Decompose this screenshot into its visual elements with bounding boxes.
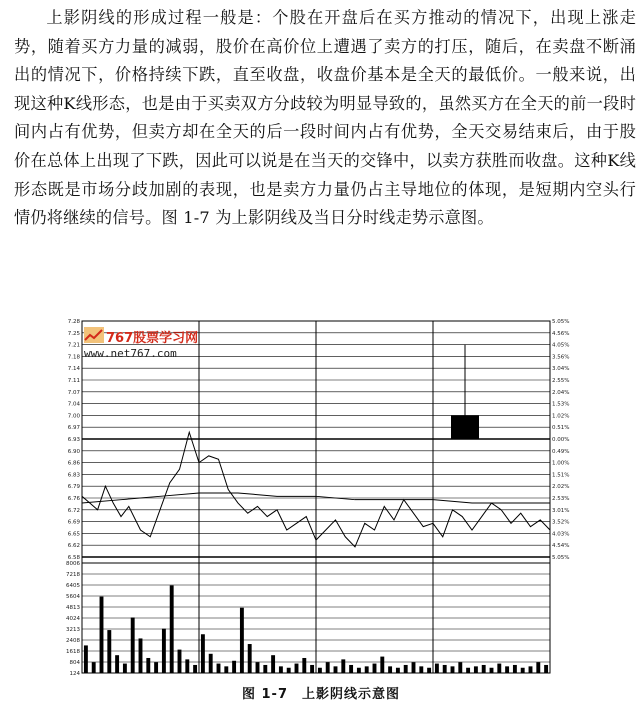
volume-bar [380,657,384,673]
price-tick-label: 6.72 [67,507,80,514]
volume-bar [427,668,431,673]
price-tick-label: 6.90 [67,448,80,455]
volume-bar [466,668,470,673]
volume-bar [193,665,197,673]
pct-tick-label: 5.05% [552,319,570,325]
price-tick-label: 6.76 [67,496,80,502]
volume-bar [170,585,174,673]
volume-bar [178,650,182,673]
body-paragraph [14,4,636,233]
volume-bar [287,668,291,673]
volume-bar [256,662,260,673]
price-tick-label: 7.11 [67,378,80,384]
watermark-title: 767股票学习网 [106,331,199,346]
volume-bar [201,634,205,673]
volume-bar [536,662,540,673]
chart-logo-icon [84,327,104,343]
pct-tick-label: 2.55% [552,378,570,384]
volume-tick-label: 4024 [66,616,80,622]
price-tick-label: 7.00 [67,413,80,420]
volume-bar [443,665,447,673]
pct-tick-label: 1.00% [552,460,570,467]
price-tick-label: 6.79 [67,484,80,491]
volume-bar [490,668,494,673]
price-tick-label: 6.97 [67,425,80,432]
price-tick-label: 7.14 [67,366,80,373]
volume-tick-label: 3213 [66,627,80,633]
pct-tick-label: 2.04% [552,389,570,396]
volume-bar [529,666,533,673]
price-tick-label: 7.04 [67,401,80,408]
pct-tick-label: 3.52% [552,519,570,526]
volume-bar [458,662,462,673]
volume-bar [131,618,135,673]
volume-bar [107,630,111,673]
volume-bar [92,662,96,673]
volume-bar [326,662,330,673]
price-tick-label: 7.25 [67,330,80,337]
pct-tick-label: 5.05% [552,555,570,561]
volume-bar [154,662,158,673]
price-tick-label: 6.93 [67,437,80,443]
pct-tick-label: 2.02% [552,484,570,491]
price-tick-label: 6.62 [67,543,80,550]
volume-tick-label: 124 [69,671,80,677]
volume-bar [209,654,213,673]
volume-bar [521,668,525,673]
figure-caption: 图 1-7 上影阴线示意图 [241,687,400,702]
watermark-logo [84,327,234,367]
volume-bar [505,666,509,673]
volume-bar [341,659,345,673]
volume-bar [334,666,338,673]
pct-tick-label: 3.01% [552,507,570,514]
volume-bar [271,655,275,673]
volume-bar [123,664,127,673]
pct-tick-label: 3.56% [552,354,570,361]
volume-bar [100,597,104,673]
volume-bar [544,665,548,673]
pct-tick-label: 3.04% [552,366,570,373]
paragraph-text: 上影阴线的形成过程一般是：个股在开盘后在买方推动的情况下，出现上涨走势，随着买方力量的减弱，股价在高价位上遭遇了卖方的打压，随后，在卖盘不断涌出的情况下，价格持续下跌，直至收盘，收盘价基本是全天的最低价。一般来说，出现这种K线形态，也是由于买卖双方分歧较为明显导致的，虽然买方在全天的前一段时间内占有优势，但卖方却在全天的后一段时间内占有优势，全天交易结束后，由于股价在总体上出现了下跌，因此可以说是在当天的交锋中，以卖方获胜而收盘。这种K线形态既是市场分歧加剧的表现，也是卖方力量仍占主导地位的体现，是短期内空头行情仍将继续的信号。图 1-7 为上影阴线及当日分时线走势示意图。 [14,8,636,228]
pct-tick-label: 1.53% [552,401,570,408]
volume-bar [365,666,369,673]
volume-tick-label: 804 [69,660,80,666]
pct-tick-label: 4.56% [552,330,570,337]
volume-bar [497,664,501,673]
volume-bar [310,665,314,673]
volume-bar [146,658,150,673]
pct-tick-label: 0.00% [552,437,570,443]
volume-bar [349,665,353,673]
pct-tick-label: 4.03% [552,531,570,538]
intraday-chart [60,317,588,677]
volume-bar [279,666,283,673]
volume-bar [451,666,455,673]
volume-bar [263,665,267,673]
price-tick-label: 7.28 [67,319,80,325]
price-tick-label: 7.18 [67,354,80,361]
volume-tick-label: 1618 [66,649,80,655]
volume-bar [318,668,322,673]
volume-bar [84,645,88,673]
volume-tick-label: 5604 [66,594,80,600]
volume-bar [302,658,306,673]
volume-bar [388,666,392,673]
pct-tick-label: 0.49% [552,448,570,455]
volume-tick-label: 4813 [66,605,80,611]
volume-tick-label: 7218 [66,572,80,578]
price-tick-label: 7.07 [67,389,80,396]
volume-bar [404,665,408,673]
price-tick-label: 6.69 [67,519,80,526]
volume-bar [162,629,166,673]
volume-bar [240,608,244,673]
volume-bar [232,661,236,673]
volume-bar [396,668,400,673]
volume-bar [357,668,361,673]
volume-bar [139,638,143,673]
pct-tick-label: 4.05% [552,342,570,349]
volume-bar [482,665,486,673]
volume-tick-label: 2408 [66,638,80,644]
volume-bar [217,664,221,673]
volume-bar [248,644,252,673]
pct-tick-label: 0.51% [552,425,570,432]
volume-bar [373,664,377,673]
volume-bar [474,666,478,673]
price-tick-label: 7.21 [67,342,80,349]
volume-bar [224,666,228,673]
pct-tick-label: 1.02% [552,413,570,420]
pct-tick-label: 2.53% [552,496,570,502]
volume-bar [185,659,189,673]
volume-bar [412,662,416,673]
volume-bar [295,664,299,673]
pct-tick-label: 1.51% [552,472,570,479]
volume-bar [435,664,439,673]
volume-bar [115,655,119,673]
volume-bar [513,665,517,673]
watermark-url: www.net767.com [84,347,177,360]
chart-svg [60,317,588,677]
price-tick-label: 6.65 [67,531,80,538]
candle-body [451,415,479,439]
volume-tick-label: 6405 [66,583,80,589]
price-tick-label: 6.83 [67,472,80,479]
volume-tick-label: 8006 [66,561,80,567]
volume-bar [419,666,423,673]
price-tick-label: 6.86 [67,460,80,467]
price-tick-label: 6.58 [67,555,80,561]
pct-tick-label: 4.54% [552,543,570,550]
